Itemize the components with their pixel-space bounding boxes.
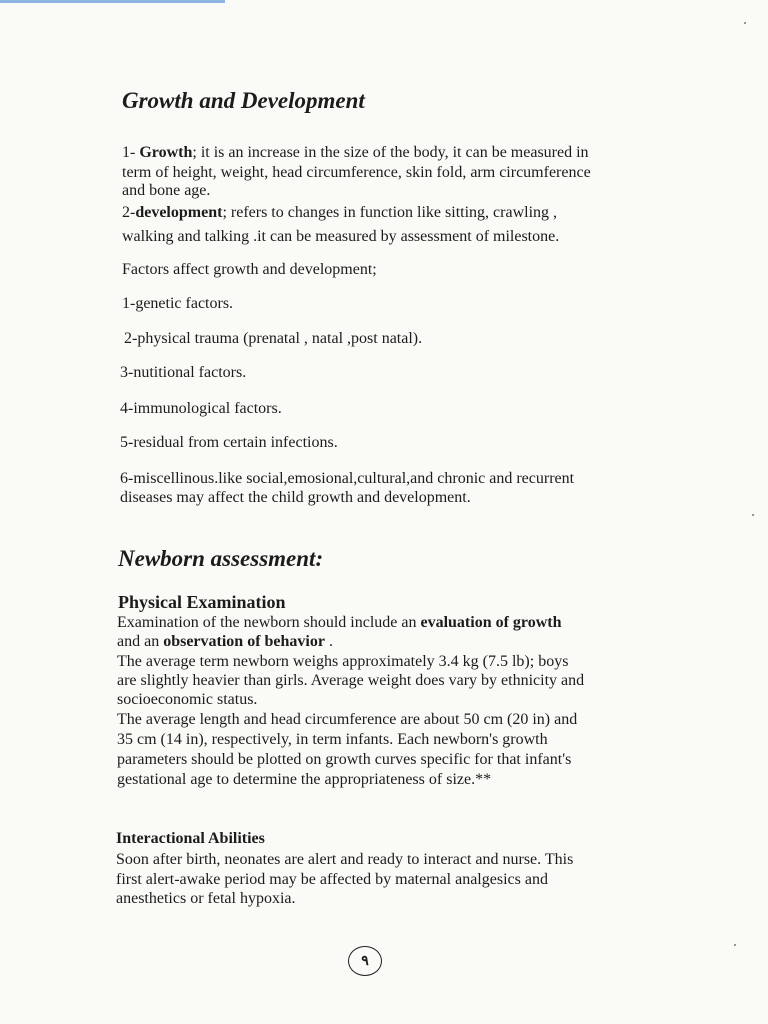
growth-definition-line-1: 1- Growth; it is an increase in the size of the body, it can be measured in bbox=[122, 144, 589, 161]
physical-exam-line: and an observation of behavior . bbox=[117, 633, 333, 650]
interactional-abilities-heading: Interactional Abilities bbox=[116, 830, 265, 847]
observation-of-behavior-term: observation of behavior bbox=[163, 633, 325, 650]
factor-item: 3-nutitional factors. bbox=[120, 364, 247, 381]
interactional-line: Soon after birth, neonates are alert and ready to interact and nurse. This bbox=[116, 851, 574, 868]
page-title: Growth and Development bbox=[122, 88, 365, 113]
newborn-assessment-heading: Newborn assessment: bbox=[118, 546, 324, 571]
growth-definition-line-3: and bone age. bbox=[122, 182, 211, 199]
scan-speck bbox=[752, 514, 754, 516]
scan-edge-line bbox=[0, 0, 225, 3]
development-term: development bbox=[135, 204, 223, 221]
factor-item: 1-genetic factors. bbox=[122, 295, 234, 312]
physical-exam-line: socioeconomic status. bbox=[117, 691, 258, 708]
physical-exam-line: Examination of the newborn should include an evaluation of growth bbox=[117, 614, 562, 631]
factor-item: diseases may affect the child growth and development. bbox=[120, 489, 471, 506]
factors-heading: Factors affect growth and development; bbox=[122, 261, 377, 278]
physical-exam-line: are slightly heavier than girls. Average weight does vary by ethnicity and bbox=[117, 672, 585, 689]
evaluation-of-growth-term: evaluation of growth bbox=[420, 614, 562, 631]
factor-item: 5-residual from certain infections. bbox=[120, 434, 338, 451]
growth-term: Growth bbox=[139, 144, 193, 161]
scan-speck bbox=[734, 944, 736, 946]
physical-exam-line: The average term newborn weighs approximately 3.4 kg (7.5 lb); boys bbox=[117, 653, 569, 670]
development-definition-line-2: walking and talking .it can be measured by assessment of milestone. bbox=[122, 228, 560, 245]
physical-exam-line: The average length and head circumference are about 50 cm (20 in) and bbox=[117, 711, 578, 728]
development-definition-line-1: 2-development; refers to changes in function like sitting, crawling , bbox=[122, 204, 558, 221]
physical-exam-line: parameters should be plotted on growth curves specific for that infant's bbox=[117, 751, 572, 768]
factor-item: 6-miscellinous.like social,emosional,cultural,and chronic and recurrent bbox=[120, 470, 575, 487]
factor-item: 4-immunological factors. bbox=[120, 400, 282, 417]
interactional-line: anesthetics or fetal hypoxia. bbox=[116, 890, 296, 907]
physical-exam-line: gestational age to determine the appropriateness of size.** bbox=[117, 771, 492, 788]
physical-examination-heading: Physical Examination bbox=[118, 592, 286, 612]
factor-item: 2-physical trauma (prenatal , natal ,post natal). bbox=[124, 330, 423, 347]
growth-definition-line-2: term of height, weight, head circumference, skin fold, arm circumference bbox=[122, 164, 591, 181]
physical-exam-line: 35 cm (14 in), respectively, in term infants. Each newborn's growth bbox=[117, 731, 548, 748]
scan-speck bbox=[744, 22, 746, 24]
interactional-line: first alert-awake period may be affected by maternal analgesics and bbox=[116, 871, 548, 888]
page-number: ٩ bbox=[348, 946, 382, 976]
